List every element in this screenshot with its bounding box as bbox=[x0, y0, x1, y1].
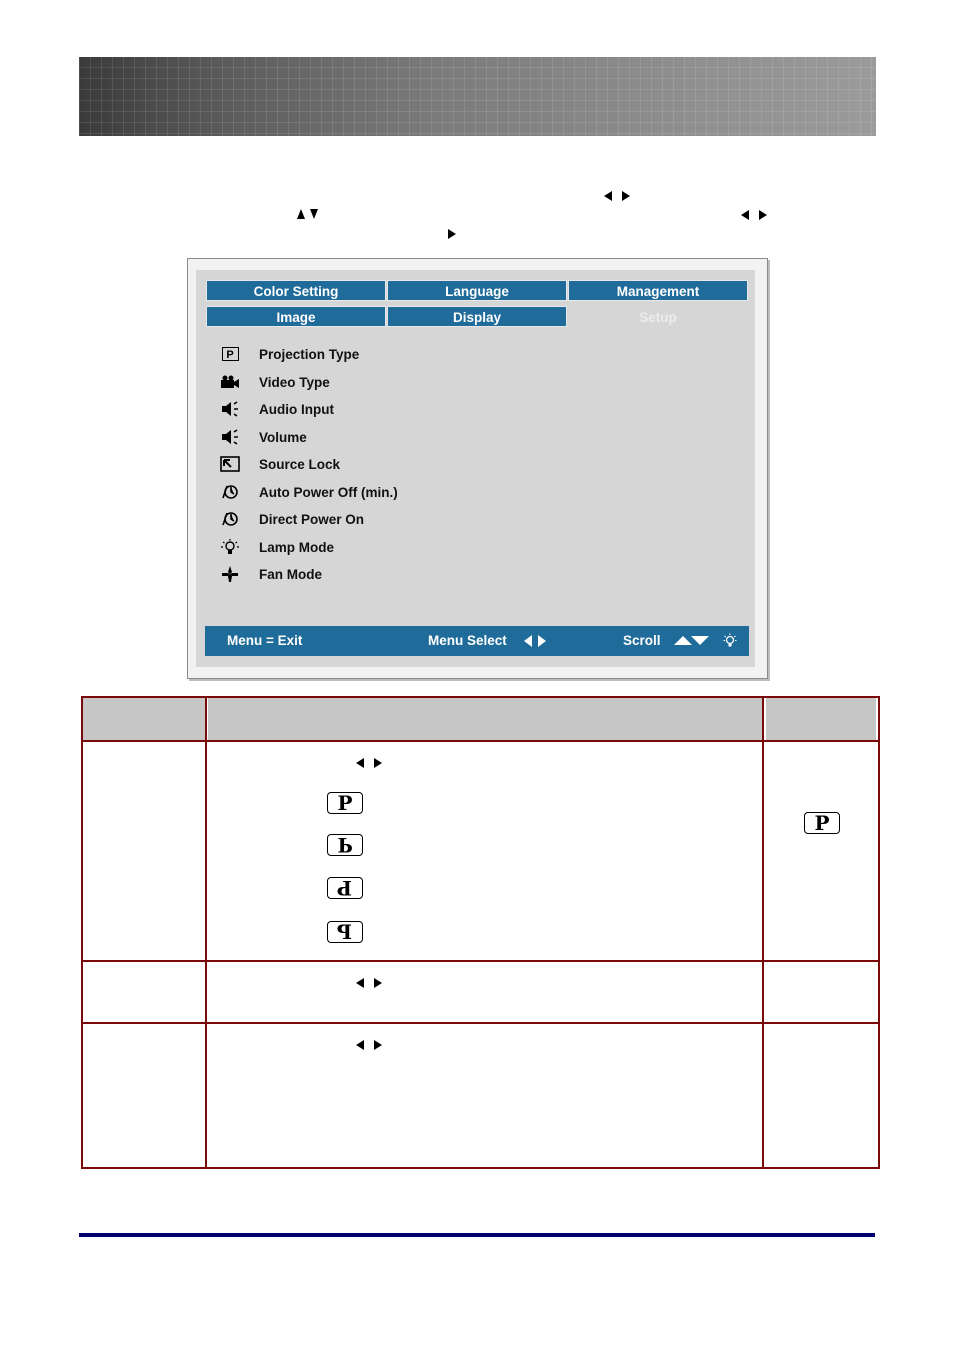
tab-image[interactable]: Image bbox=[206, 306, 386, 327]
osd-footer-bar bbox=[205, 626, 749, 656]
right-arrow-icon bbox=[538, 635, 546, 647]
fan-icon bbox=[220, 566, 240, 582]
menu-item-label: Lamp Mode bbox=[259, 539, 335, 555]
menu-item-label: Auto Power Off (min.) bbox=[259, 484, 398, 500]
table-divider bbox=[205, 696, 207, 1167]
left-arrow-icon bbox=[524, 635, 532, 647]
menu-item-label: Volume bbox=[259, 429, 307, 445]
right-arrow-icon bbox=[759, 210, 767, 220]
rear-projection-icon: P bbox=[327, 834, 363, 856]
source-lock-icon bbox=[220, 456, 240, 472]
speaker-icon bbox=[220, 429, 240, 445]
right-arrow-icon bbox=[374, 758, 382, 768]
menu-item-source-lock[interactable] bbox=[220, 453, 340, 475]
right-arrow-icon bbox=[448, 229, 456, 239]
speaker-icon bbox=[220, 401, 240, 417]
osd-menu bbox=[196, 270, 755, 667]
left-arrow-icon bbox=[356, 978, 364, 988]
menu-exit-hint: Menu = Exit bbox=[227, 633, 303, 648]
menu-item-label: Fan Mode bbox=[259, 566, 322, 582]
table-divider bbox=[81, 960, 878, 962]
down-arrow-icon bbox=[310, 209, 318, 219]
down-arrow-icon bbox=[691, 636, 709, 645]
footer-rule bbox=[79, 1233, 875, 1237]
right-arrow-icon bbox=[622, 191, 630, 201]
tab-display[interactable]: Display bbox=[387, 306, 567, 327]
osd-screenshot bbox=[187, 258, 768, 679]
video-camera-icon bbox=[220, 374, 240, 390]
right-arrow-icon bbox=[374, 1040, 382, 1050]
tab-language[interactable]: Language bbox=[387, 280, 567, 301]
default-projection-icon: P bbox=[804, 812, 840, 834]
menu-item-fan-mode[interactable] bbox=[220, 563, 322, 585]
menu-item-direct-power-on[interactable] bbox=[220, 508, 364, 530]
menu-item-projection-type[interactable] bbox=[220, 343, 359, 365]
settings-table bbox=[81, 696, 880, 1169]
left-arrow-icon bbox=[741, 210, 749, 220]
header-banner bbox=[79, 57, 876, 136]
up-arrow-icon bbox=[674, 636, 692, 645]
menu-item-label: Projection Type bbox=[259, 346, 360, 362]
tab-color-setting[interactable]: Color Setting bbox=[206, 280, 386, 301]
menu-item-label: Source Lock bbox=[259, 456, 341, 472]
menu-select-hint: Menu Select bbox=[428, 633, 507, 648]
projection-p-icon: P bbox=[220, 346, 240, 362]
lamp-bulb-icon bbox=[723, 633, 737, 649]
table-divider bbox=[81, 740, 878, 742]
right-arrow-icon bbox=[374, 978, 382, 988]
tab-management[interactable]: Management bbox=[568, 280, 748, 301]
menu-item-auto-power-off[interactable] bbox=[220, 481, 398, 503]
menu-item-label: Audio Input bbox=[259, 401, 334, 417]
left-arrow-icon bbox=[604, 191, 612, 201]
menu-item-lamp-mode[interactable] bbox=[220, 536, 334, 558]
front-projection-icon: P bbox=[327, 792, 363, 814]
menu-item-label: Direct Power On bbox=[259, 511, 365, 527]
power-timer-icon bbox=[220, 511, 240, 527]
menu-item-audio-input[interactable] bbox=[220, 398, 334, 420]
menu-item-label: Video Type bbox=[259, 374, 330, 390]
menu-item-volume[interactable] bbox=[220, 426, 307, 448]
tab-setup[interactable]: Setup bbox=[639, 310, 677, 325]
power-timer-icon bbox=[220, 484, 240, 500]
scroll-hint: Scroll bbox=[623, 633, 661, 648]
left-arrow-icon bbox=[356, 758, 364, 768]
lamp-bulb-icon bbox=[220, 539, 240, 555]
left-arrow-icon bbox=[356, 1040, 364, 1050]
front-ceiling-projection-icon: P bbox=[327, 877, 363, 899]
table-divider bbox=[762, 696, 764, 1167]
menu-item-video-type[interactable] bbox=[220, 371, 330, 393]
table-divider bbox=[81, 1022, 878, 1024]
up-arrow-icon bbox=[297, 209, 305, 219]
rear-ceiling-projection-icon: P bbox=[327, 921, 363, 943]
